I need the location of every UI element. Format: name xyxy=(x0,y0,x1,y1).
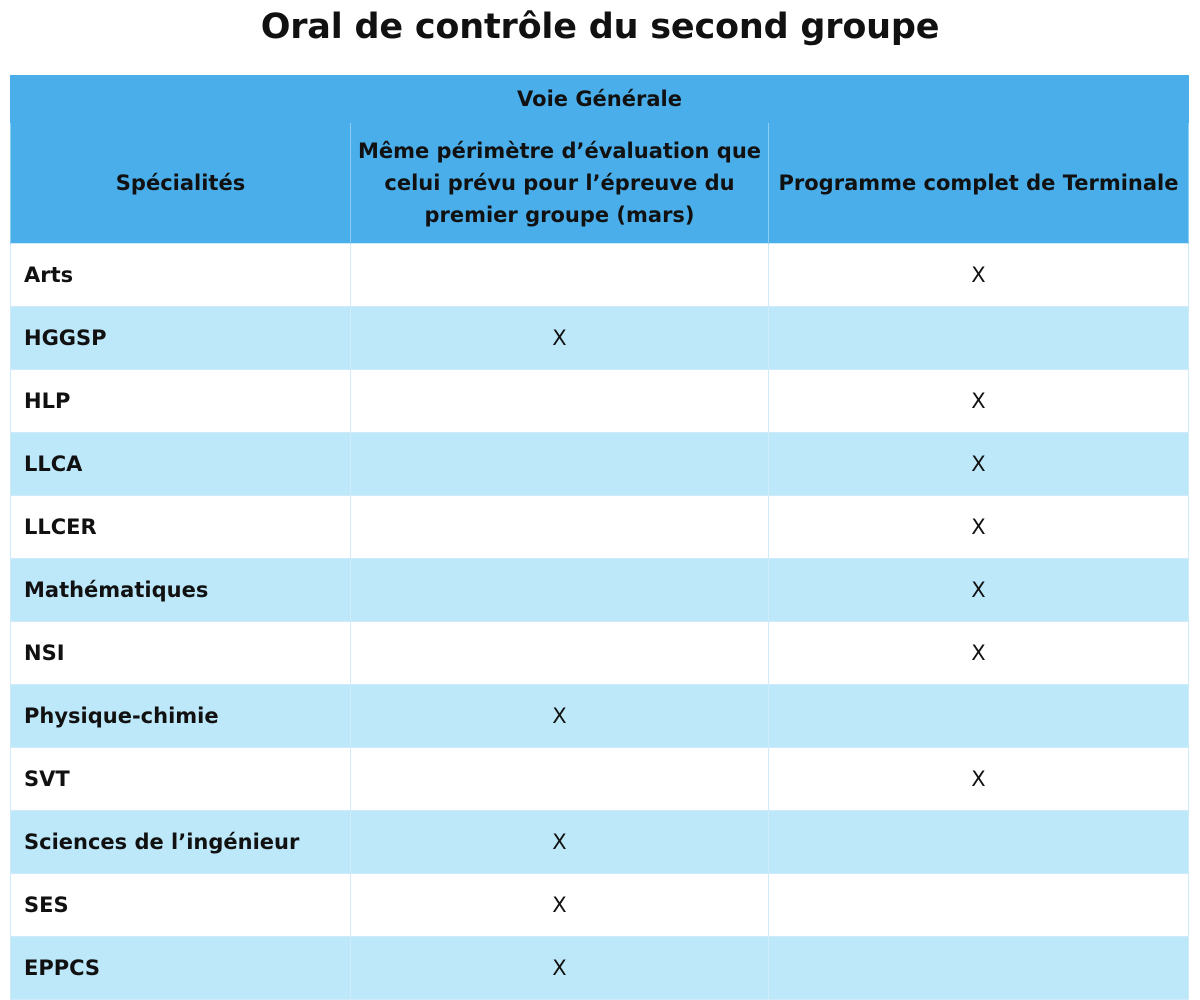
table-row xyxy=(11,433,1189,496)
table-row xyxy=(11,559,1189,622)
meme-perimetre-cell: X xyxy=(351,874,769,937)
meme-perimetre-cell: X xyxy=(351,811,769,874)
specialite-cell: LLCA xyxy=(11,433,351,496)
table-row xyxy=(11,496,1189,559)
table-row xyxy=(11,937,1189,1000)
programme-complet-cell: X xyxy=(769,496,1189,559)
specialite-cell: NSI xyxy=(11,622,351,685)
meme-perimetre-cell xyxy=(351,748,769,811)
specialite-cell: Physique-chimie xyxy=(11,685,351,748)
specialite-cell: LLCER xyxy=(11,496,351,559)
programme-complet-cell xyxy=(769,874,1189,937)
column-header-meme-perimetre: Même périmètre d’évaluation que celui prévu pour l’épreuve du premier groupe (mars) xyxy=(351,123,769,244)
programme-complet-cell: X xyxy=(769,370,1189,433)
meme-perimetre-cell xyxy=(351,622,769,685)
programme-complet-cell: X xyxy=(769,244,1189,307)
meme-perimetre-cell xyxy=(351,496,769,559)
programme-complet-cell xyxy=(769,307,1189,370)
meme-perimetre-cell xyxy=(351,370,769,433)
table-row xyxy=(11,874,1189,937)
programme-complet-cell: X xyxy=(769,748,1189,811)
table-row xyxy=(11,685,1189,748)
table-row xyxy=(11,622,1189,685)
meme-perimetre-cell: X xyxy=(351,937,769,1000)
table-row xyxy=(11,748,1189,811)
column-header-programme-complet: Programme complet de Terminale xyxy=(769,123,1189,244)
meme-perimetre-cell: X xyxy=(351,685,769,748)
programme-complet-cell xyxy=(769,937,1189,1000)
specialite-cell: HLP xyxy=(11,370,351,433)
specialite-cell: Sciences de l’ingénieur xyxy=(11,811,351,874)
programme-complet-cell: X xyxy=(769,433,1189,496)
page-title: Oral de contrôle du second groupe xyxy=(260,7,940,47)
specialite-cell: SES xyxy=(11,874,351,937)
programme-complet-cell xyxy=(769,685,1189,748)
table-row xyxy=(11,307,1189,370)
table-row xyxy=(11,370,1189,433)
voie-generale-header: Voie Générale xyxy=(11,76,1189,123)
group-header-row xyxy=(11,76,1189,123)
specialite-cell: Mathématiques xyxy=(11,559,351,622)
column-header-row xyxy=(11,123,1189,244)
table-row xyxy=(11,244,1189,307)
table-row xyxy=(11,811,1189,874)
specialite-cell: EPPCS xyxy=(11,937,351,1000)
meme-perimetre-cell xyxy=(351,559,769,622)
specialite-cell: Arts xyxy=(11,244,351,307)
specialites-table xyxy=(10,75,1189,1000)
specialite-cell: SVT xyxy=(11,748,351,811)
programme-complet-cell: X xyxy=(769,622,1189,685)
programme-complet-cell: X xyxy=(769,559,1189,622)
meme-perimetre-cell xyxy=(351,244,769,307)
meme-perimetre-cell: X xyxy=(351,307,769,370)
specialite-cell: HGGSP xyxy=(11,307,351,370)
meme-perimetre-cell xyxy=(351,433,769,496)
programme-complet-cell xyxy=(769,811,1189,874)
column-header-specialites: Spécialités xyxy=(11,123,351,244)
